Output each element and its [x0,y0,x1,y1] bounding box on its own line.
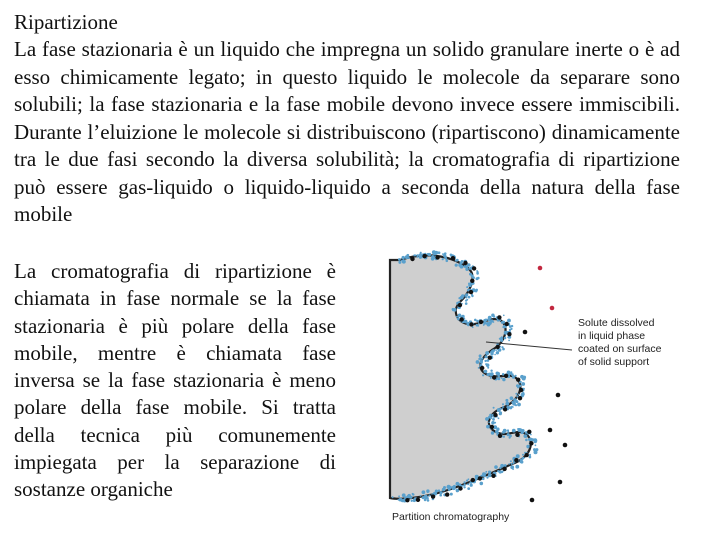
solute-molecule [458,486,462,490]
liquid-film-droplet [512,466,514,468]
liquid-film-droplet [516,454,520,458]
liquid-film-droplet [486,476,488,478]
solute-molecule [469,290,473,294]
liquid-film-droplet [460,265,464,269]
liquid-film-droplet [406,256,409,259]
liquid-film-droplet [457,315,459,317]
liquid-film-droplet [476,271,478,273]
liquid-film-droplet [467,483,469,485]
solute-molecule [472,266,476,270]
phase-mode-paragraph: La cromatografia di ripartizione è chiamata in fase normale se la fase stazionaria è più polare della fase mobile, mentre è chiamata fase inversa se la fase stazionaria è meno polare della fase mobile. Si tratta della tecnica più comunemente impiegata per la separazione di sostanze organiche [14,259,336,502]
liquid-film-droplet [520,375,524,379]
solute-molecule [516,378,520,382]
liquid-film-droplet [407,495,411,499]
solute-molecule [498,434,502,438]
liquid-film-droplet [498,378,501,381]
slide-title: Ripartizione [14,10,118,34]
liquid-film-droplet [492,418,495,421]
liquid-film-droplet [442,258,444,260]
liquid-film-droplet [522,454,524,456]
liquid-film-droplet [485,351,489,355]
solute-molecule [518,396,522,400]
liquid-film-droplet [399,498,403,502]
liquid-film-droplet [512,429,516,433]
liquid-film-droplet [398,261,401,264]
solute-molecule [463,261,467,265]
liquid-film-droplet [512,402,516,406]
liquid-film-droplet [524,434,528,438]
solute-molecule [525,453,529,457]
liquid-film-droplet [491,431,494,434]
liquid-film-droplet [414,254,416,256]
liquid-film-droplet [427,499,430,502]
liquid-film-droplet [392,496,394,498]
liquid-film-droplet [450,493,453,496]
liquid-film-droplet [501,346,503,348]
liquid-film-droplet [453,308,457,312]
liquid-film-droplet [465,302,468,305]
liquid-film-droplet [490,351,492,353]
liquid-film-droplet [496,428,499,431]
solute-molecule [410,257,414,261]
liquid-film-droplet [505,399,508,402]
liquid-film-droplet [528,438,531,441]
liquid-film-droplet [499,468,501,470]
liquid-film-droplet [428,494,430,496]
solute-molecule [515,433,519,437]
liquid-film-droplet [482,374,484,376]
liquid-film-droplet [480,361,483,364]
liquid-film-droplet [534,440,537,443]
liquid-film-droplet [501,321,504,324]
liquid-film-droplet [460,261,463,264]
liquid-film-droplet [486,363,490,367]
liquid-film-droplet [465,300,467,302]
liquid-film-droplet [419,256,422,259]
liquid-film-droplet [515,375,517,377]
liquid-film-droplet [497,470,499,472]
solute-molecule [469,322,473,326]
liquid-film-droplet [486,425,490,429]
liquid-film-droplet [455,264,458,267]
mobile-phase-molecule [556,393,561,398]
liquid-film-droplet [466,480,468,482]
mobile-phase-molecule [538,266,543,271]
liquid-film-droplet [484,370,488,374]
liquid-film-droplet [497,375,500,378]
liquid-film-droplet [534,450,538,454]
solute-molecule [471,478,475,482]
solute-molecule [435,255,439,259]
liquid-film-droplet [465,294,468,297]
liquid-film-droplet [494,465,498,469]
liquid-film-droplet [525,439,528,442]
liquid-film-droplet [471,295,473,297]
liquid-film-droplet [488,316,492,320]
liquid-film-droplet [494,354,496,356]
partition-chromatography-figure [360,250,710,530]
liquid-film-droplet [412,493,414,495]
liquid-film-droplet [520,459,523,462]
liquid-film-droplet [411,500,413,502]
solute-molecule [497,315,501,319]
liquid-film-droplet [505,402,509,406]
liquid-film-droplet [485,355,488,358]
liquid-film-droplet [476,324,479,327]
liquid-film-droplet [488,422,490,424]
liquid-film-droplet [468,296,471,299]
liquid-film-droplet [398,495,400,497]
liquid-film-droplet [488,474,492,478]
annotation-text [578,317,664,368]
solute-molecule [529,441,533,445]
liquid-film-droplet [467,324,470,327]
liquid-film-droplet [517,428,519,430]
liquid-film-droplet [477,277,480,280]
liquid-film-droplet [480,482,484,486]
solute-molecule [480,366,484,370]
liquid-film-droplet [402,256,405,259]
liquid-film-droplet [474,319,477,322]
liquid-film-droplet [488,471,491,474]
liquid-film-droplet [402,493,406,497]
liquid-film-droplet [521,429,524,432]
liquid-film-droplet [517,403,521,407]
liquid-film-droplet [511,463,513,465]
liquid-film-droplet [443,254,445,256]
liquid-film-droplet [508,340,510,342]
solute-molecule [514,458,518,462]
annotation-line-2: in liquid phase [578,330,646,342]
solute-molecule [470,279,474,283]
liquid-film-droplet [508,431,510,433]
solute-molecule [479,320,483,324]
liquid-film-droplet [489,414,492,417]
liquid-film-droplet [502,378,505,381]
liquid-film-droplet [493,407,495,409]
solute-molecule [507,332,511,336]
liquid-film-droplet [420,495,422,497]
liquid-film-droplet [446,260,449,263]
solute-molecule [504,374,508,378]
liquid-film-droplet [495,349,497,351]
liquid-film-droplet [456,482,460,486]
liquid-film-droplet [456,259,459,262]
mobile-phase-molecule [558,480,563,485]
liquid-film-droplet [478,358,480,360]
liquid-film-droplet [498,320,500,322]
liquid-film-droplet [509,435,512,438]
liquid-film-droplet [487,367,489,369]
solute-molecule [491,474,495,478]
liquid-film-droplet [476,360,480,364]
liquid-film-droplet [518,385,521,388]
liquid-film-droplet [500,339,503,342]
liquid-film-droplet [509,329,511,331]
liquid-film-droplet [511,325,513,327]
solute-molecule [451,256,455,260]
liquid-film-droplet [507,336,509,338]
solute-molecule [503,407,507,411]
liquid-film-droplet [527,447,529,449]
liquid-film-droplet [398,258,401,261]
liquid-film-droplet [472,326,474,328]
liquid-film-droplet [511,374,513,376]
liquid-film-droplet [431,255,434,258]
liquid-film-droplet [515,400,518,403]
solute-molecule [527,430,531,434]
liquid-film-droplet [470,484,473,487]
annotation-line-3: coated on surface [578,343,662,355]
solute-molecule [493,413,497,417]
liquid-film-droplet [424,499,427,502]
liquid-film-droplet [498,417,500,419]
liquid-film-droplet [485,319,487,321]
liquid-film-droplet [515,465,519,469]
liquid-film-droplet [535,444,537,446]
liquid-film-droplet [463,481,465,483]
liquid-film-droplet [464,484,466,486]
liquid-film-droplet [511,406,513,408]
liquid-film-droplet [456,316,458,318]
liquid-film-droplet [496,351,499,354]
annotation-line-4: of solid support [578,356,650,368]
liquid-film-droplet [484,360,486,362]
liquid-film-droplet [476,320,479,323]
liquid-film-droplet [503,315,505,317]
liquid-film-droplet [485,471,487,473]
liquid-film-droplet [438,251,441,254]
liquid-film-droplet [464,265,467,268]
liquid-film-droplet [485,417,489,421]
liquid-film-droplet [499,412,502,415]
liquid-film-droplet [422,496,425,499]
liquid-film-droplet [448,488,451,491]
solute-molecule [431,494,435,498]
liquid-film-droplet [467,487,470,490]
liquid-film-droplet [416,254,418,256]
liquid-film-droplet [458,297,460,299]
liquid-film-droplet [507,319,511,323]
liquid-film-droplet [497,408,501,412]
liquid-film-droplet [529,454,531,456]
liquid-film-droplet [465,268,468,271]
solute-molecule [422,254,426,258]
liquid-film-droplet [486,322,489,325]
liquid-film-droplet [508,463,510,465]
solute-molecule [502,467,506,471]
solute-molecule [496,345,500,349]
liquid-film-droplet [493,315,495,317]
solute-molecule [505,322,509,326]
liquid-film-droplet [491,421,495,425]
liquid-film-droplet [481,357,483,359]
liquid-film-droplet [502,403,504,405]
solute-molecule [405,498,409,502]
liquid-film-droplet [402,260,406,264]
liquid-film-droplet [466,286,468,288]
liquid-film-droplet [413,499,416,502]
liquid-film-droplet [490,377,492,379]
liquid-film-droplet [504,432,506,434]
liquid-film-droplet [504,337,507,340]
liquid-film-droplet [422,490,426,494]
liquid-film-droplet [457,318,460,321]
solute-molecule [458,303,462,307]
liquid-film-droplet [515,393,517,395]
mobile-phase-molecule [530,498,535,503]
solute-molecule [488,356,492,360]
liquid-film-droplet [442,488,446,492]
liquid-film-droplet [503,436,505,438]
liquid-film-droplet [499,338,501,340]
mobile-phase-molecule [563,443,568,448]
solute-molecule [519,388,523,392]
solute-molecule [478,476,482,480]
liquid-film-droplet [478,367,480,369]
liquid-film-droplet [500,320,502,322]
liquid-film-droplet [504,429,506,431]
liquid-film-droplet [427,491,429,493]
liquid-film-droplet [483,322,486,325]
liquid-film-droplet [510,396,514,400]
liquid-film-droplet [501,377,503,379]
liquid-film-droplet [453,485,456,488]
liquid-film-droplet [488,373,491,376]
liquid-film-droplet [438,489,440,491]
liquid-film-droplet [475,289,478,292]
liquid-film-droplet [504,464,507,467]
liquid-film-droplet [439,494,442,497]
mobile-phase-molecule [548,428,553,433]
solute-molecule [490,425,494,429]
liquid-film-droplet [493,321,495,323]
liquid-film-droplet [472,274,474,276]
liquid-film-droplet [428,253,431,256]
liquid-film-droplet [479,354,482,357]
liquid-film-droplet [512,469,514,471]
liquid-film-droplet [521,382,525,386]
solute-molecule [492,375,496,379]
mobile-phase-molecule [523,330,528,335]
liquid-film-droplet [440,491,442,493]
intro-paragraph: La fase stazionaria è un liquido che impregna un solido granulare inerte o è ad esso chimicamente legato; in questo liquido le molecole da separare sono solubili; la fase stazionaria e la fase mobile devono invece essere immiscibili. Durante l’eluizione le molecole si distribuiscono (ripartiscono) dinamicamente tra le due fasi secondo la diversa solubilità; la cromatografia di ripartizione può essere gas-liquido o liquido-liquido a seconda della natura della fase mobile [14,37,680,226]
liquid-film-droplet [512,376,514,378]
liquid-film-droplet [489,416,492,419]
liquid-film-droplet [444,257,447,260]
liquid-film-droplet [513,462,515,464]
liquid-film-droplet [420,252,422,254]
liquid-film-droplet [482,475,484,477]
figure-caption: Partition chromatography [392,511,510,523]
liquid-film-droplet [463,486,465,488]
liquid-film-droplet [465,297,467,299]
annotation-line-1: Solute dissolved [578,317,655,329]
solute-molecule [416,498,420,502]
liquid-film-droplet [510,460,512,462]
liquid-film-droplet [490,370,492,372]
liquid-film-droplet [518,394,520,396]
solute-molecule [445,492,449,496]
mobile-phase-molecule [550,306,555,311]
liquid-film-droplet [493,349,495,351]
solute-molecule [460,317,464,321]
